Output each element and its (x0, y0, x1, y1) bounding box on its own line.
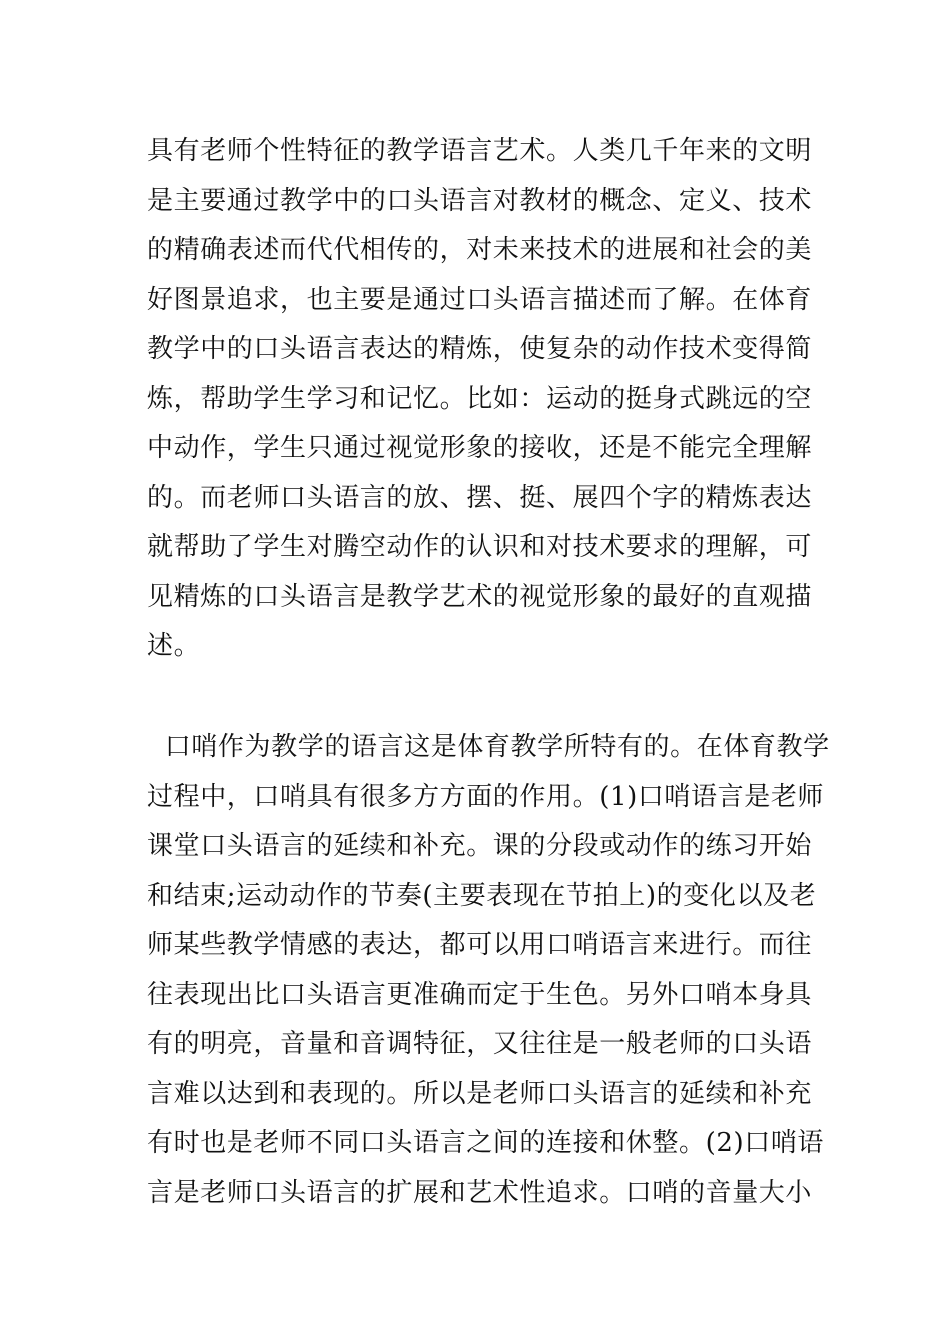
text-line: 有的明亮，音量和音调特征，又往往是一般老师的口头语 (147, 1029, 813, 1059)
text-line: 的。而老师口头语言的放、摆、挺、展四个字的精炼表达 (147, 482, 813, 513)
paragraph-1 (147, 127, 827, 672)
text-line: 好图景追求，也主要是通过口头语言描述而了解。在体育 (147, 284, 813, 315)
text-line: 的精确表述而代代相传的，对未来技术的进展和社会的美 (147, 235, 813, 265)
paragraph-2 (147, 723, 830, 1218)
text-line: 往表现出比口头语言更准确而定于生色。另外口哨本身具 (147, 979, 813, 1010)
text-line: 教学中的口头语言表达的精炼，使复杂的动作技术变得简 (147, 334, 813, 364)
text-line: 是主要通过教学中的口头语言对教材的概念、定义、技术 (147, 185, 813, 216)
text-line: 师某些教学情感的表达，都可以用口哨语言来进行。而往 (147, 930, 813, 960)
text-line: 课堂口头语言的延续和补充。课的分段或动作的练习开始 (147, 831, 813, 861)
text-line: 言是老师口头语言的扩展和艺术性追求。口哨的音量大小 (147, 1177, 813, 1208)
text-line: 过程中，口哨具有很多方方面的作用。(1)口哨语言是老师 (147, 781, 825, 812)
text-line: 和结束;运动动作的节奏(主要表现在节拍上)的变化以及老 (147, 880, 817, 911)
text-line: 言难以达到和表现的。所以是老师口头语言的延续和补充 (147, 1078, 813, 1109)
text-line: 炼，帮助学生学习和记忆。比如：运动的挺身式跳远的空 (147, 383, 813, 414)
text-line: 见精炼的口头语言是教学艺术的视觉形象的最好的直观描 (147, 581, 813, 612)
text-line: 具有老师个性特征的教学语言艺术。人类几千年来的文明 (147, 136, 813, 166)
text-line: 有时也是老师不同口头语言之间的连接和休整。(2)口哨语 (147, 1128, 825, 1158)
text-line: 述。 (147, 631, 201, 661)
text-line: 中动作，学生只通过视觉形象的接收，还是不能完全理解 (147, 433, 813, 463)
text-line: 就帮助了学生对腾空动作的认识和对技术要求的理解，可 (147, 532, 813, 562)
text-line: 口哨作为教学的语言这是体育教学所特有的。在体育教学 (147, 732, 830, 762)
